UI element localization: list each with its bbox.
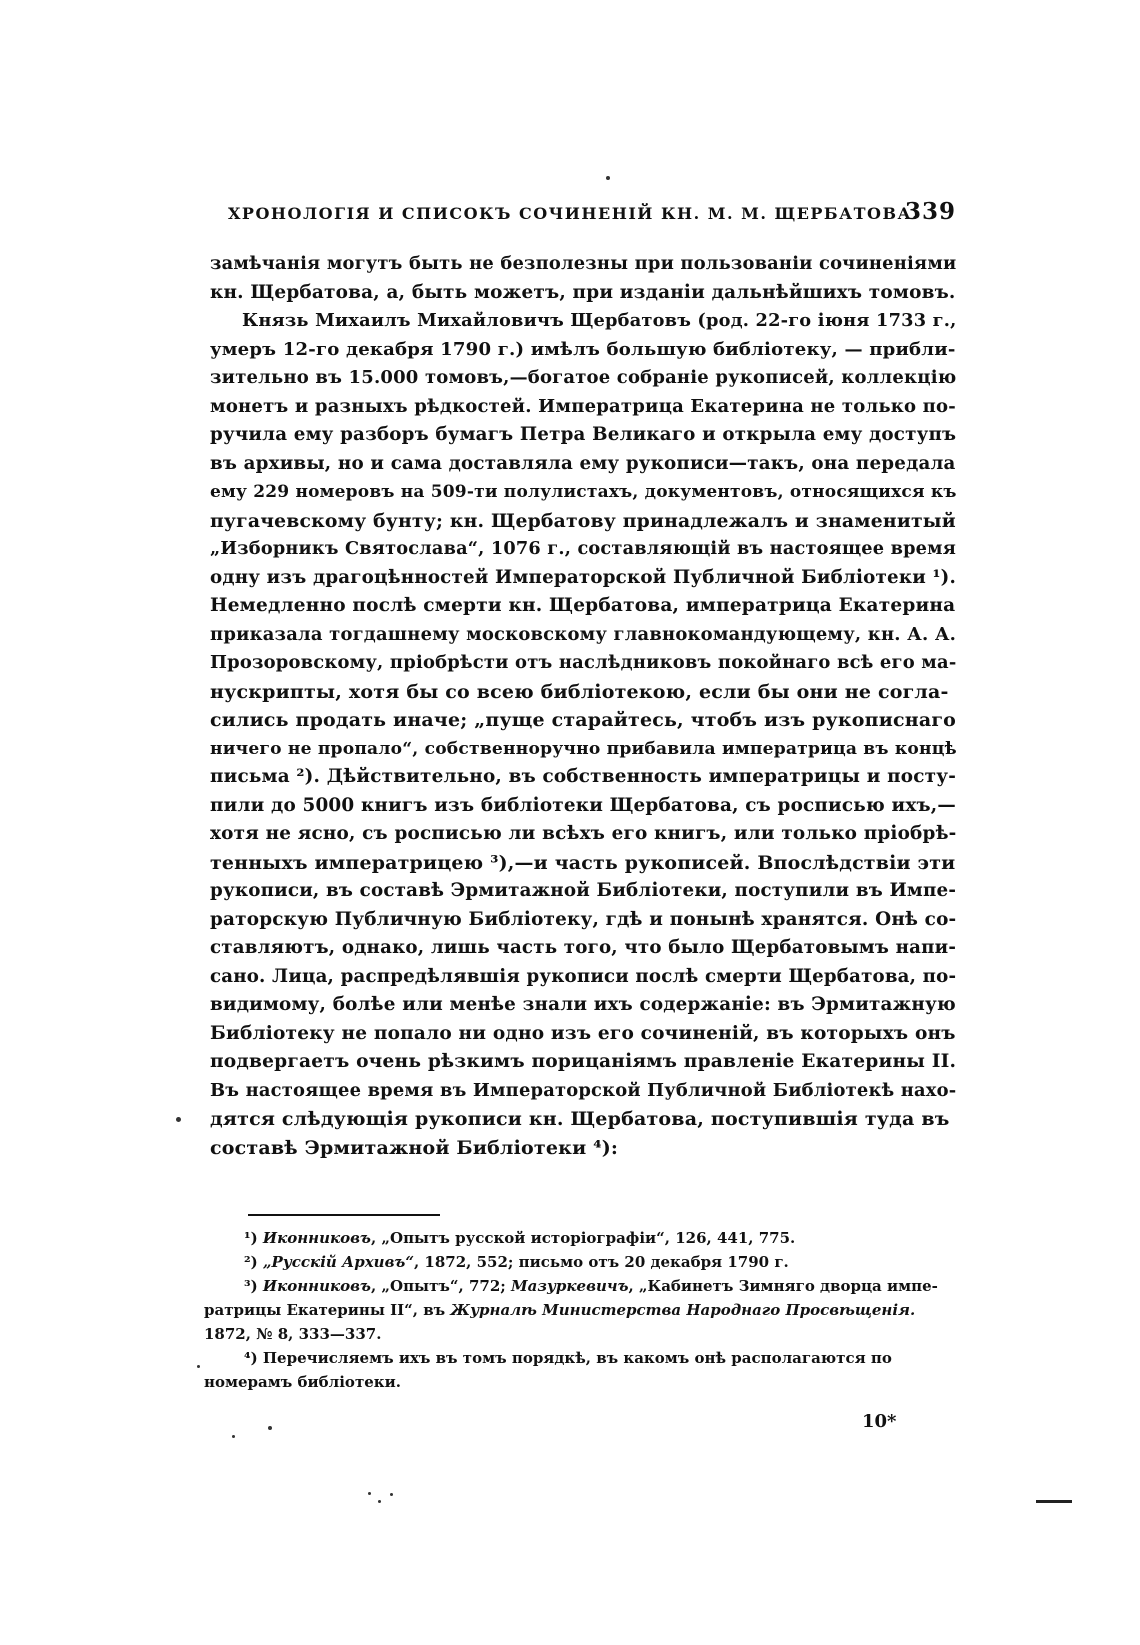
footnote-text: номерамъ библіотеки. <box>204 1373 401 1391</box>
text-line: сано. Лица, распредѣлявшія рукописи послѣ смерти Щербатова, по- <box>210 965 957 987</box>
text-line: сились продать иначе; „пуще старайтесь, чтобъ изъ рукописнаго <box>210 709 956 731</box>
text-line: Въ настоящее время въ Императорской Публичной Библіотекѣ нахо- <box>210 1079 957 1101</box>
signature-mark: 10* <box>862 1411 897 1432</box>
footnote-mark: ¹) <box>244 1229 258 1247</box>
text-line: „Изборникъ Святослава“, 1076 г., составляющій въ настоящее время <box>210 538 956 559</box>
text-line: ему 229 номеровъ на 509-ти полулистахъ, документовъ, относящихся къ <box>210 482 957 502</box>
text-line: хотя не ясно, съ росписью ли всѣхъ его книгъ, или только пріобрѣ- <box>210 823 957 844</box>
footnote-text: ратрицы Екатерины II“, въ <box>204 1301 451 1319</box>
footnote-text: 1872, № 8, 333—337. <box>204 1325 382 1343</box>
text-line: тенныхъ императрицею ³),—и часть рукописей. Впослѣдствіи эти <box>210 851 956 874</box>
footnote-4 <box>204 1346 956 1370</box>
text-line: пугачевскому бунту; кн. Щербатову принадлежалъ и знаменитый <box>210 509 956 532</box>
text-line: Немедленно послѣ смерти кн. Щербатова, императрица Екатерина <box>210 595 956 616</box>
main-text <box>210 250 956 1162</box>
scan-speck <box>378 1500 381 1503</box>
text-line: рукописи, въ составѣ Эрмитажной Библіотеки, поступили въ Импе- <box>210 880 957 901</box>
text-line: письма ²). Дѣйствительно, въ собственность императрицы и посту- <box>210 766 957 787</box>
text-line: монетъ и разныхъ рѣдкостей. Императрица Екатерина не только по- <box>210 395 956 417</box>
footnote-mark: ⁴) <box>244 1349 258 1367</box>
scan-speck <box>268 1426 272 1430</box>
footnote-4-cont <box>204 1370 956 1394</box>
text-line: зительно въ 15.000 томовъ,—богатое собраніе рукописей, коллекцію <box>210 367 957 388</box>
footnote-author: Иконниковъ <box>262 1277 371 1295</box>
footnote-mark: ²) <box>244 1253 258 1271</box>
text-line: нускрипты, хотя бы со всею библіотекою, если бы они не согла- <box>210 680 949 703</box>
footnote-text: , „Опытъ русской исторіографіи“, 126, 441, 775. <box>370 1229 796 1247</box>
scan-speck <box>232 1435 235 1438</box>
footnote-mark: ³) <box>244 1277 258 1295</box>
text-line: составѣ Эрмитажной Библіотеки ⁴): <box>210 1136 619 1159</box>
scan-speck <box>606 176 610 180</box>
scan-speck <box>390 1493 393 1496</box>
footnote-text: , „Опытъ“, 772; <box>370 1277 512 1295</box>
edge-dash <box>1036 1500 1072 1503</box>
text-line: видимому, болѣе или менѣе знали ихъ содержаніе: въ Эрмитажную <box>210 994 956 1015</box>
footnote-text-2: , „Кабинетъ Зимняго дворца импе- <box>628 1277 938 1295</box>
scan-speck <box>368 1492 371 1495</box>
footnote-2 <box>204 1250 956 1274</box>
text-line: одну изъ драгоцѣнностей Императорской Публичной Библіотеки ¹). <box>210 566 957 588</box>
footnote-source: „Русскій Архивъ“ <box>262 1253 414 1271</box>
footnote-1 <box>204 1226 956 1250</box>
footnotes <box>204 1226 956 1394</box>
scan-speck <box>176 1117 181 1122</box>
footnote-3-cont <box>204 1322 956 1346</box>
footnote-author: Иконниковъ <box>262 1229 371 1247</box>
text-line: въ архивы, но и сама доставляла ему рукописи—такъ, она передала <box>210 452 956 474</box>
text-line: пили до 5000 книгъ изъ библіотеки Щербатова, съ росписью ихъ,— <box>210 794 956 816</box>
scan-speck <box>197 1365 200 1368</box>
page-number: 339 <box>904 198 956 225</box>
text-line: ручила ему разборъ бумагъ Петра Великаго и открыла ему доступъ <box>210 424 957 445</box>
footnote-text: , 1872, 552; письмо отъ 20 декабря 1790 г. <box>413 1253 789 1271</box>
text-line: ставляютъ, однако, лишь часть того, что было Щербатовымъ напи- <box>210 937 957 958</box>
footnote-journal: Журналѣ Министерства Народнаго Просвѣщенія. <box>450 1301 916 1319</box>
footnote-3-cont <box>204 1298 956 1322</box>
running-header <box>228 198 956 232</box>
text-line: Прозоровскому, пріобрѣсти отъ наслѣдниковъ покойнаго всѣ его ма- <box>210 652 957 673</box>
text-line: замѣчанія могутъ быть не безполезны при пользованіи сочиненіями <box>210 253 957 274</box>
text-line: приказала тогдашнему московскому главнокомандующему, кн. А. А. <box>210 623 957 645</box>
footnote-author-2: Мазуркевичъ <box>511 1277 629 1295</box>
text-line: подвергаетъ очень рѣзкимъ порицаніямъ правленіе Екатерины II. <box>210 1051 957 1072</box>
paragraph-start-line: Князь Михаилъ Михайловичъ Щербатовъ (род. 22-го іюня 1733 г., <box>242 310 957 331</box>
footnote-3 <box>204 1274 956 1298</box>
footnote-text: Перечисляемъ ихъ въ томъ порядкѣ, въ какомъ онѣ располагаются по <box>257 1349 892 1367</box>
text-line: ничего не пропало“, собственноручно прибавила императрица въ концѣ <box>210 738 957 759</box>
text-line: кн. Щербатова, а, быть можетъ, при изданіи дальнѣйшихъ томовъ. <box>210 281 956 303</box>
footnote-separator <box>248 1214 440 1216</box>
text-line: дятся слѣдующія рукописи кн. Щербатова, поступившія туда въ <box>210 1108 950 1130</box>
text-line: умеръ 12-го декабря 1790 г.) имѣлъ большую библіотеку, — прибли- <box>210 338 956 360</box>
running-title: ХРОНОЛОГІЯ И СПИСОКЪ СОЧИНЕНІЙ КН. М. М. ЩЕРБАТОВА. <box>228 204 920 223</box>
text-line: раторскую Публичную Библіотеку, гдѣ и понынѣ хранятся. Онѣ со- <box>210 908 957 930</box>
text-line: Библіотеку не попало ни одно изъ его сочиненій, въ которыхъ онъ <box>210 1022 956 1044</box>
